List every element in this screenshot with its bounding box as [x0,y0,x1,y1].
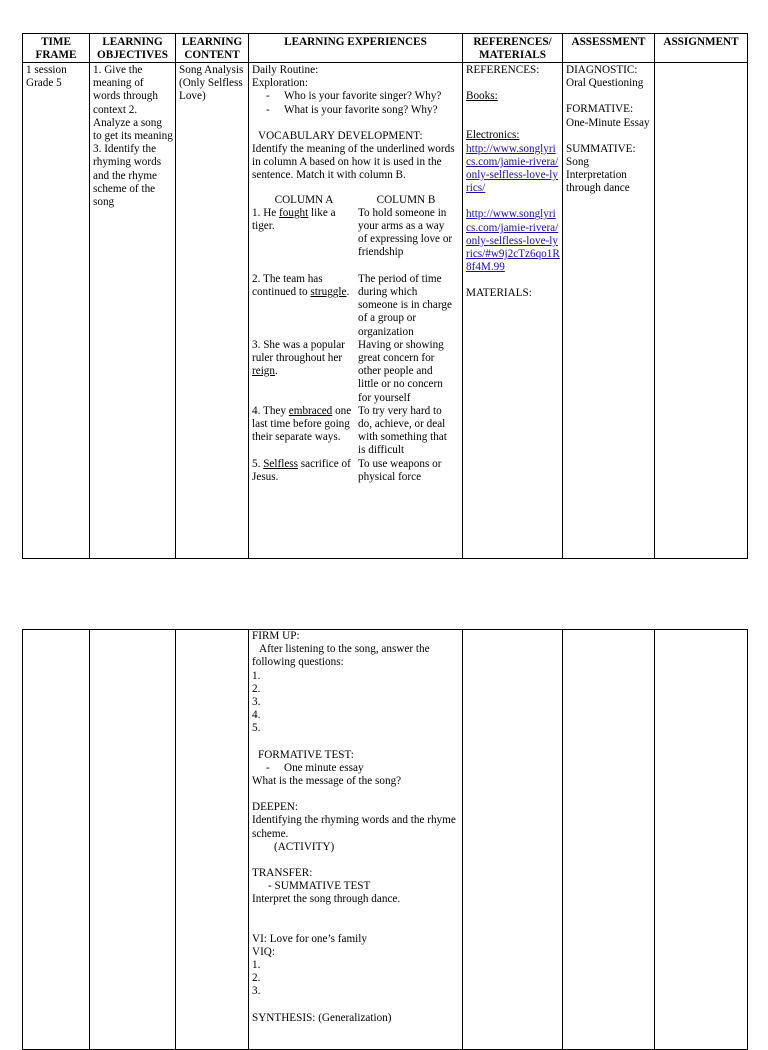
vocab-pair: 5. Selfless sacrifice of Jesus. To use weapons or physical force [252,458,460,484]
vocab-meaning: To hold someone in your arms as a way of expressing love or friendship [358,206,453,259]
electronics-label: Electronics: [466,129,520,142]
vocab-pair: 2. The team has continued to struggle. The period of time during which someone is in charge of a group or organization [252,273,460,339]
deepen-text: Identifying the rhyming words and the rhyme scheme. [252,814,456,840]
lyrics-link-1[interactable]: http://www.songlyrics.com/jamie-rivera/only-selfless-love-lyrics/ [466,142,559,195]
question-number: 5. [252,722,261,735]
question-number: 1. [252,669,261,682]
header-assignment: ASSIGNMENT [655,34,748,63]
deepen-label: DEEPEN: [252,801,298,814]
header-learning-objectives: LEARNING OBJECTIVES [90,34,176,63]
references-heading: REFERENCES: [466,64,540,76]
question-1: - Who is your favorite singer? Why? [266,90,442,103]
session-text: 1 session [26,64,67,76]
formative-test-label: FORMATIVE TEST: [258,748,354,761]
lesson-plan-table-continued [22,629,748,1050]
vocab-title: VOCABULARY DEVELOPMENT: [258,129,423,142]
experiences-continued-cell [249,630,463,1050]
grade-text: Grade 5 [26,77,62,90]
lyrics-link-2[interactable]: http://www.songlyrics.com/jamie-rivera/only-selfless-love-lyrics/#w9j2cTz6qo1R8f4M.99 [466,208,560,274]
vocab-word: Selfless [263,457,298,470]
content-cell: Song Analysis (Only Selfless Love) [176,63,249,559]
synthesis-label: SYNTHESIS: (Generalization) [252,1011,392,1024]
summative-label: SUMMATIVE: [566,142,636,155]
header-row [23,34,748,63]
formative-value: One-Minute Essay [566,116,650,129]
diagnostic-value: Oral Questioning [566,77,644,90]
column-a-heading: COLUMN A [274,193,334,206]
vocab-meaning: Having or showing great concern for other people and little or no concern for yourself [358,338,444,404]
vocab-meaning: To try very hard to do, achieve, or deal with something that is difficult [358,404,447,457]
question-number: 3. [252,696,261,709]
message-question: What is the message of the song? [252,775,402,788]
diagnostic-label: DIAGNOSTIC: [566,64,638,76]
vocab-pair: 1. He fought like a tiger. To hold someone in your arms as a way of expressing love or friendship [252,207,460,273]
vocab-word: fought [279,206,309,219]
firm-up-text: After listening to the song, answer the following questions: [252,643,430,669]
viq-label: VIQ: [252,945,275,958]
interpret-text: Interpret the song through dance. [252,893,401,906]
summative-value: Song Interpretation through dance [566,156,630,195]
vocab-word: reign [252,365,275,378]
lesson-row [23,63,748,559]
vocab-word: struggle [310,286,347,299]
vocab-instruction: Identify the meaning of the underlined words in column A based on how it is used in the sentence. Match it with column B. [252,143,455,182]
vocab-meaning: The period of time during which someone is in charge of a group or organization [358,272,452,338]
time-frame-cell [23,63,90,559]
values-integration: VI: Love for one’s family [252,932,367,945]
references-cell [463,63,563,559]
header-references-materials: REFERENCES/ MATERIALS [463,34,563,63]
vocab-pair: 4. They embraced one last time before going their separate ways. To try very hard to do, achieve, or deal with something that is difficult [252,405,460,458]
assignment-cell [655,63,748,559]
header-learning-experiences: LEARNING EXPERIENCES [249,34,463,63]
exploration: Exploration: [252,77,308,90]
vocab-word: embraced [288,404,333,417]
header-assessment: ASSESSMENT [563,34,655,63]
one-minute-essay: - One minute essay [266,761,364,774]
assessment-cell [563,63,655,559]
vocab-meaning: To use weapons or physical force [358,457,442,484]
question-number: 2. [252,682,261,695]
books-label: Books: [466,90,498,103]
column-b-heading: COLUMN B [376,193,436,206]
transfer-label: TRANSFER: [252,867,313,880]
question-2: - What is your favorite song? Why? [266,103,438,116]
experiences-cell [249,63,463,559]
summative-test: - SUMMATIVE TEST [268,880,371,893]
viq-number: 1. [252,959,261,972]
activity-text: (ACTIVITY) [274,840,335,853]
lesson-plan-table [22,33,748,559]
daily-routine: Daily Routine: [252,64,319,76]
viq-number: 3. [252,985,261,998]
viq-number: 2. [252,972,261,985]
header-time-frame: TIME FRAME [23,34,90,63]
objectives-cell: 1. Give the meaning of words through context 2. Analyze a song to get its meaning 3. Identify the rhyming words and the rhyme scheme of the song [90,63,176,559]
formative-label: FORMATIVE: [566,103,634,116]
continued-row [23,630,748,1050]
vocab-pair: 3. She was a popular ruler throughout her reign. Having or showing great concern for other people and little or no concern for yourself [252,339,460,405]
firm-up-label: FIRM UP: [252,630,300,642]
question-number: 4. [252,709,261,722]
materials-label: MATERIALS: [466,287,532,300]
header-learning-content: LEARNING CONTENT [176,34,249,63]
